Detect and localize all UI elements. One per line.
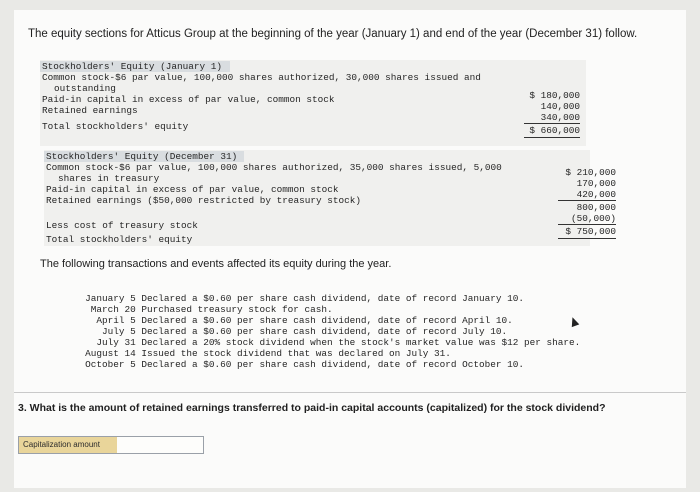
- transaction-text: Declared a $0.60 per share cash dividend, date of record April 10.: [141, 315, 513, 326]
- transaction-text: Declared a $0.60 per share cash dividend, date of record January 10.: [141, 293, 524, 304]
- transaction-date: July 31: [96, 337, 136, 348]
- transaction-date: March 20: [90, 304, 136, 315]
- dec-total-double-rule: [558, 238, 616, 239]
- dec-title: Stockholders' Equity (December 31): [46, 151, 238, 162]
- dec-line-retained: Retained earnings ($50,000 restricted by treasury stock): [46, 195, 362, 206]
- dec-line-common-stock: Common stock-$6 par value, 100,000 shares authorized, 35,000 shares issued, 5,000: [46, 162, 502, 173]
- transaction-text: Purchased treasury stock for cash.: [141, 304, 333, 315]
- dec-total-rule: [558, 224, 616, 225]
- jan-amt-paid-in: 140,000: [540, 101, 580, 112]
- dec-amt-retained: 420,000: [576, 189, 616, 200]
- capitalization-label: Capitalization amount: [19, 437, 117, 453]
- jan-line-common-stock: Common stock-$6 par value, 100,000 shares authorized, 30,000 shares issued and: [42, 72, 481, 83]
- capitalization-input[interactable]: [117, 437, 207, 455]
- dec-line-common-stock-cont: shares in treasury: [58, 173, 160, 184]
- jan-amt-total: $ 660,000: [529, 125, 580, 136]
- jan-total-rule: [524, 123, 580, 124]
- transaction-date: October 5: [85, 359, 136, 370]
- transaction-text: Declared a $0.60 per share cash dividend, date of record October 10.: [141, 359, 524, 370]
- dec-amt-paid-in: 170,000: [576, 178, 616, 189]
- dec-amt-common: $ 210,000: [565, 167, 616, 178]
- transaction-text: Declared a 20% stock dividend when the stock's market value was $12 per share.: [141, 337, 581, 348]
- jan-line-common-stock-cont: outstanding: [54, 83, 116, 94]
- jan-line-total: Total stockholders' equity: [42, 121, 189, 132]
- problem-page: [14, 10, 686, 488]
- transactions-heading: The following transactions and events affected its equity during the year.: [40, 258, 392, 270]
- jan-title: Stockholders' Equity (January 1): [42, 61, 223, 72]
- jan-total-double-rule: [524, 137, 580, 138]
- jan-amt-retained: 340,000: [540, 112, 580, 123]
- intro-text: The equity sections for Atticus Group at the beginning of the year (January 1) and end of the year (December 31) follow.: [28, 28, 638, 40]
- transaction-text: Issued the stock dividend that was declared on July 31.: [141, 348, 451, 359]
- dec-subtotal-rule: [558, 200, 616, 201]
- transaction-date: April 5: [96, 315, 136, 326]
- jan-amt-common: $ 180,000: [529, 90, 580, 101]
- transaction-date: July 5: [102, 326, 136, 337]
- question-text: 3. What is the amount of retained earnings transferred to paid-in capital accounts (capitalized) for the stock dividend?: [18, 402, 606, 414]
- jan-equity-block: [40, 60, 586, 146]
- transaction-row: [44, 348, 524, 381]
- transaction-date: January 5: [85, 293, 136, 304]
- section-divider: [14, 392, 686, 393]
- dec-line-total: Total stockholders' equity: [46, 234, 193, 245]
- jan-line-retained: Retained earnings: [42, 105, 138, 116]
- dec-amt-treasury: (50,000): [570, 213, 616, 224]
- transaction-text: Declared a $0.60 per share cash dividend, date of record July 10.: [141, 326, 508, 337]
- dec-equity-block: [44, 150, 616, 246]
- dec-line-paid-in: Paid-in capital in excess of par value, common stock: [46, 184, 339, 195]
- capitalization-field[interactable]: [18, 436, 204, 454]
- dec-amt-total: $ 750,000: [565, 226, 616, 237]
- dec-amt-subtotal: 800,000: [576, 202, 616, 213]
- dec-line-treasury: Less cost of treasury stock: [46, 220, 198, 231]
- jan-line-paid-in: Paid-in capital in excess of par value, common stock: [42, 94, 335, 105]
- transaction-date: August 14: [85, 348, 136, 359]
